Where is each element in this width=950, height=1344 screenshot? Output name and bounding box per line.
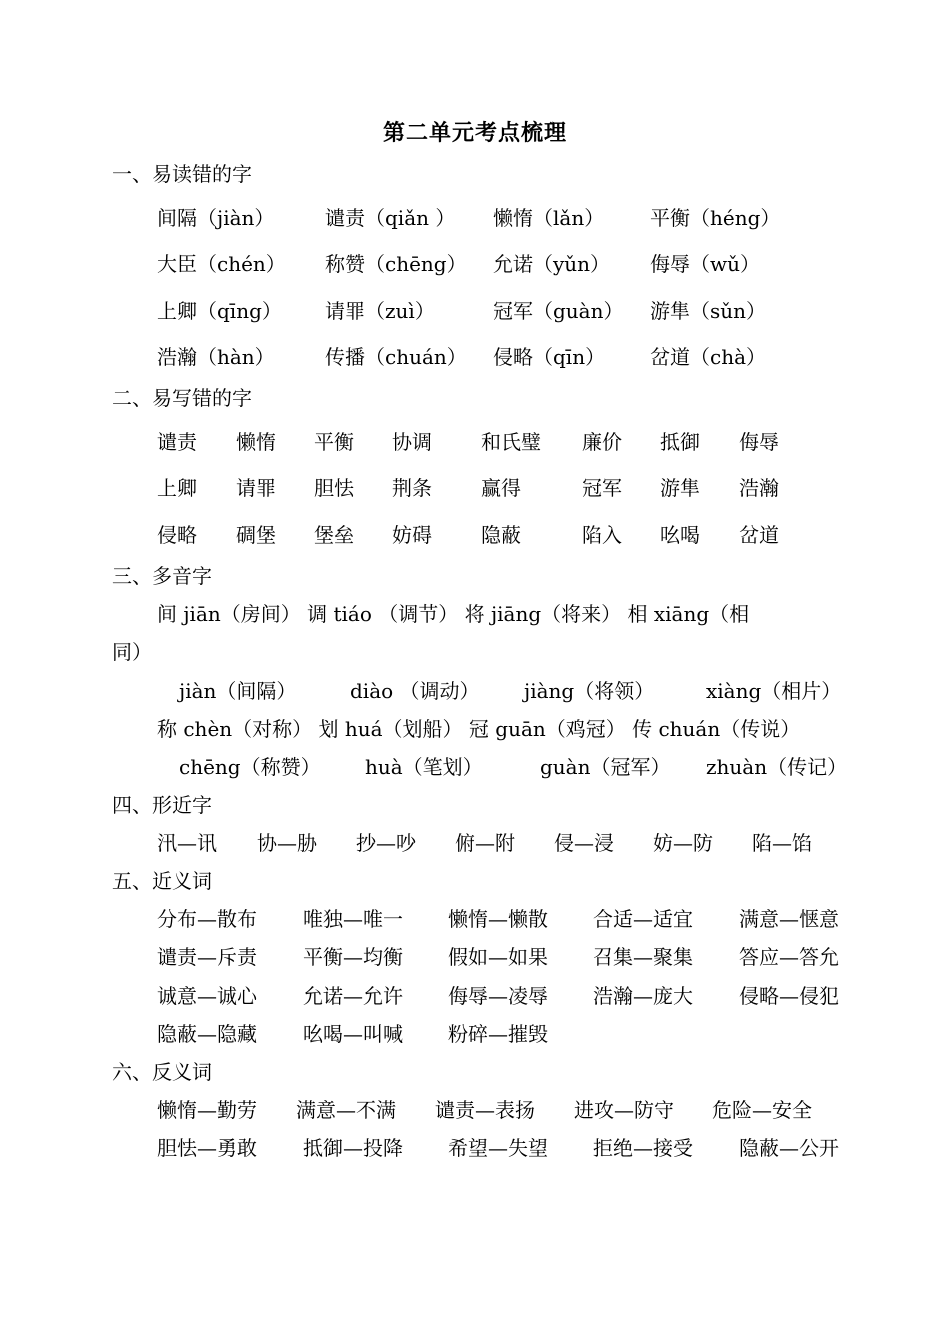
s3-line3: 称 chèn（对称） 划 huá（划船） 冠 guān（鸡冠） 传 chuán（传说） bbox=[157, 717, 801, 741]
s6-cell: 懒惰—勤劳 bbox=[157, 1098, 257, 1122]
s4-item: 俯—附 bbox=[455, 831, 515, 855]
s2-cell: 和氏璧 bbox=[481, 430, 541, 454]
s1-cell: 冠军（guàn） bbox=[493, 299, 624, 323]
s2-cell: 协调 bbox=[392, 430, 432, 454]
s1-cell: 懒惰（lǎn） bbox=[493, 206, 605, 230]
s5-cell: 分布—散布 bbox=[157, 907, 257, 931]
section-heading-2: 二、易写错的字 bbox=[112, 386, 252, 410]
s3-line4-item: chēng（称赞） bbox=[179, 755, 321, 779]
s5-cell: 召集—聚集 bbox=[593, 945, 693, 969]
s2-cell: 抵御 bbox=[660, 430, 700, 454]
s2-cell: 吆喝 bbox=[660, 523, 700, 547]
s5-cell: 满意—惬意 bbox=[739, 907, 839, 931]
s5-cell: 侵略—侵犯 bbox=[739, 984, 839, 1008]
s6-cell: 胆怯—勇敢 bbox=[157, 1136, 257, 1160]
s2-cell: 平衡 bbox=[314, 430, 354, 454]
s1-cell: 允诺（yǔn） bbox=[493, 252, 611, 276]
s4-item: 陷—馅 bbox=[752, 831, 812, 855]
s1-cell: 浩瀚（hàn） bbox=[157, 345, 275, 369]
s1-cell: 游隼（sǔn） bbox=[650, 299, 767, 323]
s3-line4-item: guàn（冠军） bbox=[540, 755, 671, 779]
s2-cell: 冠军 bbox=[582, 476, 622, 500]
s1-cell: 谴责（qiǎn ） bbox=[325, 206, 456, 230]
s3-line2-item: jiàn（间隔） bbox=[179, 679, 297, 703]
s2-cell: 妨碍 bbox=[392, 523, 432, 547]
page-title: 第二单元考点梳理 bbox=[382, 120, 567, 146]
s2-cell: 隐蔽 bbox=[481, 523, 521, 547]
s2-cell: 游隼 bbox=[660, 476, 700, 500]
s5-cell: 平衡—均衡 bbox=[303, 945, 403, 969]
s1-cell: 称赞（chēng） bbox=[325, 252, 467, 276]
s2-cell: 荆条 bbox=[392, 476, 432, 500]
s5-cell: 允诺—允许 bbox=[303, 984, 403, 1008]
s6-cell: 谴责—表扬 bbox=[435, 1098, 535, 1122]
s5-cell: 吆喝—叫喊 bbox=[303, 1022, 403, 1046]
s2-cell: 堡垒 bbox=[314, 523, 354, 547]
s4-item: 汛—讯 bbox=[157, 831, 217, 855]
s1-cell: 侮辱（wǔ） bbox=[650, 252, 760, 276]
s2-cell: 上卿 bbox=[157, 476, 197, 500]
s5-cell: 侮辱—凌辱 bbox=[448, 984, 548, 1008]
s3-line4-item: huà（笔划） bbox=[365, 755, 483, 779]
s2-cell: 胆怯 bbox=[314, 476, 354, 500]
s1-cell: 大臣（chén） bbox=[157, 252, 286, 276]
s4-item: 侵—浸 bbox=[554, 831, 614, 855]
s1-cell: 传播（chuán） bbox=[325, 345, 467, 369]
s3-line2-item: diào （调动） bbox=[350, 679, 480, 703]
s5-cell: 隐蔽—隐藏 bbox=[157, 1022, 257, 1046]
s1-cell: 上卿（qīng） bbox=[157, 299, 282, 323]
s6-cell: 抵御—投降 bbox=[303, 1136, 403, 1160]
section-heading-1: 一、易读错的字 bbox=[112, 162, 252, 186]
s5-cell: 假如—如果 bbox=[448, 945, 548, 969]
s6-cell: 拒绝—接受 bbox=[593, 1136, 693, 1160]
section-heading-6: 六、反义词 bbox=[112, 1060, 212, 1084]
s1-cell: 侵略（qīn） bbox=[493, 345, 606, 369]
s1-cell: 平衡（héng） bbox=[650, 206, 781, 230]
s5-cell: 谴责—斥责 bbox=[157, 945, 257, 969]
s5-cell: 浩瀚—庞大 bbox=[593, 984, 693, 1008]
s5-cell: 诚意—诚心 bbox=[157, 984, 257, 1008]
s6-cell: 隐蔽—公开 bbox=[739, 1136, 839, 1160]
s2-cell: 碉堡 bbox=[236, 523, 276, 547]
s6-cell: 希望—失望 bbox=[448, 1136, 548, 1160]
s1-cell: 间隔（jiàn） bbox=[157, 206, 275, 230]
s2-cell: 侵略 bbox=[157, 523, 197, 547]
s3-line2-item: jiàng（将领） bbox=[524, 679, 655, 703]
s3-line2-item: xiàng（相片） bbox=[706, 679, 842, 703]
section-heading-4: 四、形近字 bbox=[112, 793, 212, 817]
section-heading-3: 三、多音字 bbox=[112, 564, 212, 588]
s1-cell: 岔道（chà） bbox=[650, 345, 767, 369]
s6-cell: 进攻—防守 bbox=[574, 1098, 674, 1122]
s2-cell: 陷入 bbox=[582, 523, 622, 547]
s6-cell: 满意—不满 bbox=[296, 1098, 396, 1122]
s5-cell: 唯独—唯一 bbox=[303, 907, 403, 931]
s2-cell: 请罪 bbox=[236, 476, 276, 500]
s2-cell: 谴责 bbox=[157, 430, 197, 454]
s4-item: 妨—防 bbox=[653, 831, 713, 855]
section-heading-5: 五、近义词 bbox=[112, 869, 212, 893]
s4-item: 抄—吵 bbox=[356, 831, 416, 855]
s5-cell: 粉碎—摧毁 bbox=[448, 1022, 548, 1046]
s2-cell: 懒惰 bbox=[236, 430, 276, 454]
s2-cell: 廉价 bbox=[582, 430, 622, 454]
s2-cell: 岔道 bbox=[739, 523, 779, 547]
s2-cell: 浩瀚 bbox=[739, 476, 779, 500]
s4-item: 协—胁 bbox=[257, 831, 317, 855]
s6-cell: 危险—安全 bbox=[712, 1098, 812, 1122]
s3-line1: 间 jiān（房间） 调 tiáo （调节） 将 jiāng（将来） 相 xiāng（相 bbox=[157, 602, 750, 626]
s5-cell: 答应—答允 bbox=[739, 945, 839, 969]
s5-cell: 懒惰—懒散 bbox=[448, 907, 548, 931]
s3-line1b: 同） bbox=[112, 640, 152, 664]
s3-line4-item: zhuàn（传记） bbox=[706, 755, 848, 779]
s2-cell: 赢得 bbox=[481, 476, 521, 500]
s1-cell: 请罪（zuì） bbox=[325, 299, 435, 323]
s5-cell: 合适—适宜 bbox=[593, 907, 693, 931]
s2-cell: 侮辱 bbox=[739, 430, 779, 454]
